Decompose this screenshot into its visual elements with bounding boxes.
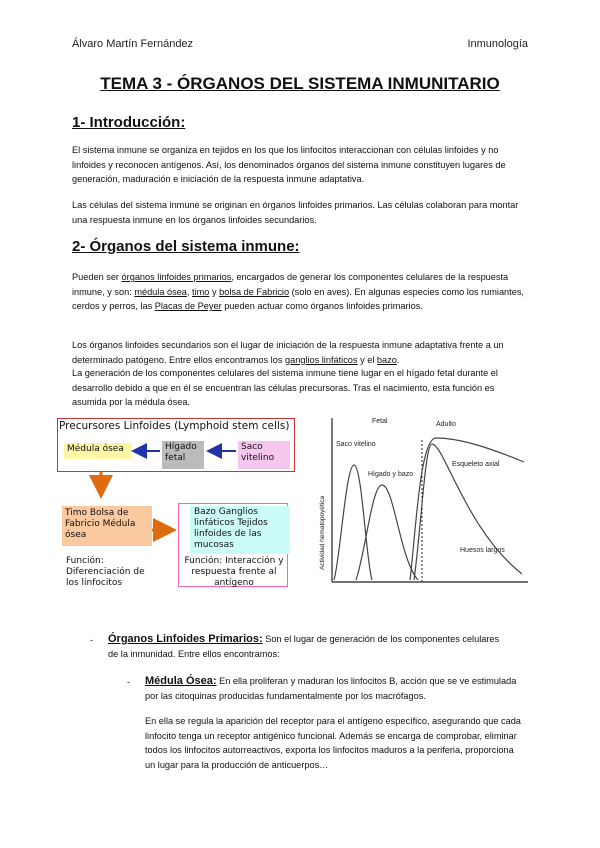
- label-esqueleto-axial: Esqueleto axial: [452, 461, 500, 468]
- precursors-title: Precursores Linfoides (Lymphoid stem cells): [59, 420, 290, 432]
- header-author: Álvaro Martín Fernández: [72, 38, 194, 50]
- hematopoiesis-chart: [310, 410, 540, 600]
- link-bolsa-fabricio: bolsa de Fabricio: [219, 286, 290, 297]
- link-organos-primarios: órganos linfoides primarios: [121, 272, 232, 282]
- link-bazo: bazo: [376, 354, 397, 365]
- link-placas-peyer: Placas de Peyer: [154, 301, 222, 311]
- higado-box: Hígado fetal: [162, 441, 204, 469]
- secondary-function: Función: Interacción y respuesta frente al antígeno: [184, 556, 284, 588]
- header-subject: Inmunología: [467, 38, 528, 50]
- section-heading-organs: 2- Órganos del sistema inmune:: [72, 238, 300, 255]
- link-timo: timo: [192, 286, 210, 297]
- link-medula-osea: médula ósea: [134, 286, 187, 297]
- label-fetal: Fetal: [372, 418, 388, 425]
- list-item-medula: Médula Ósea: En ella proliferan y maduran los linfocitos B, acción que se ve estimulada por las citoquinas producidas fundamentalmente por los macrófagos.: [145, 675, 517, 701]
- organs-paragraph-1: Pueden ser órganos linfoides primarios, encargados de generar los componentes celulares de la respuesta inmune, y son: médula ósea, timo y bolsa de Fabricio (solo en aves). En algunas especies como los rumiantes, cerdos y perros, las Placas de Peyer pueden actuar como órganos linfoides primarios.: [72, 272, 524, 311]
- link-ganglios: ganglios linfáticos: [284, 354, 358, 365]
- label-adulto: Adulto: [436, 421, 456, 428]
- medula-box: Médula ósea: [64, 443, 132, 459]
- intro-paragraph-1: El sistema inmune se organiza en tejidos en los que los linfocitos interaccionan con células linfoides y no linfoides y reconocen antígenos. Así, los denominados órganos del sistema inmune constituyen lugares de generación, maduración e iniciación de la respuesta inmune adaptativa.: [72, 145, 506, 184]
- saco-box: Saco vitelino: [238, 441, 290, 469]
- organs-paragraph-2: Los órganos linfoides secundarios son el lugar de iniciación de la respuesta inmune adaptativa frente a un determinado patógeno. Entre ellos encontramos los ganglios linfáticos y el bazo.: [72, 340, 504, 365]
- section-heading-intro: 1- Introducción:: [72, 114, 186, 131]
- secondary-organs-box: Bazo Ganglios linfáticos Tejidos linfoides de las mucosas: [190, 506, 290, 554]
- label-saco-vitelino: Saco vitelino: [336, 441, 376, 448]
- organs-paragraph-3: La generación de los componentes celulares del sistema inmune tiene lugar en el hígado fetal durante el desarrollo debido a que en él se encuentran las células precursoras. Tras el nacimiento, esta función es asumida por la médula ósea.: [72, 368, 498, 407]
- dash-1: -: [90, 635, 94, 645]
- label-higado-bazo: Hígado y bazo: [368, 471, 414, 478]
- page-title: TEMA 3 - ÓRGANOS DEL SISTEMA INMUNITARIO: [100, 74, 500, 93]
- intro-paragraph-2: Las células del sistema inmune se originan en órganos linfoides primarios. Las células colaboran para montar una respuesta inmune en los órganos linfoides secundarios.: [72, 200, 519, 225]
- primary-organs-box: Timo Bolsa de Fabricio Médula ósea: [62, 506, 152, 546]
- dash-2: -: [127, 677, 131, 687]
- medula-paragraph-2: En ella se regula la aparición del receptor para el antígeno específico, asegurando que cada linfocito tenga un receptor antigénico funcional. Además se encarga de comprobar, eliminar todos los linfocitos autorreactivos, exporta los linfocitos maduros a la periferia, proporciona un lugar para la producción de anticuerpos…: [145, 716, 521, 770]
- y-axis-label: Actividad hematopoyética: [319, 495, 326, 570]
- label-huesos-largos: Huesos largos: [460, 547, 505, 554]
- list-item-primarios: Órganos Linfoides Primarios: Son el lugar de generación de los componentes celulares de la inmunidad. Entre ellos encontramos:: [108, 633, 500, 659]
- primary-function: Función: Diferenciación de los linfocitos: [66, 556, 145, 588]
- curve-saco-vitelino: [334, 465, 372, 580]
